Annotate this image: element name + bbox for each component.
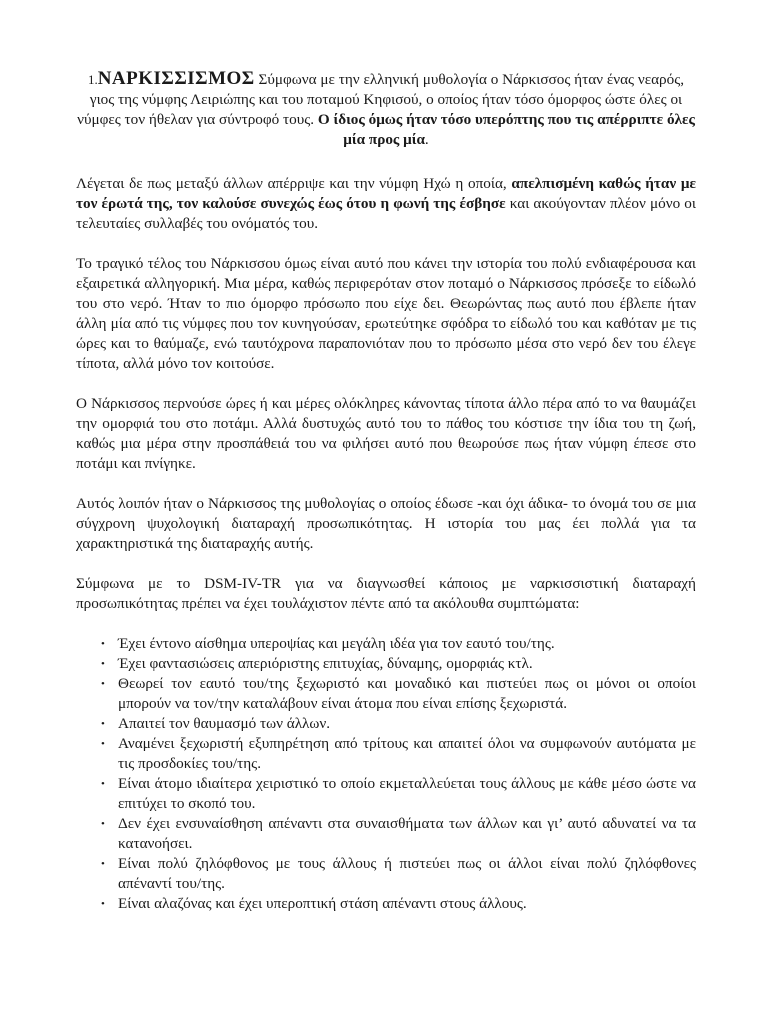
bullet-icon: •	[101, 658, 105, 670]
paragraph-tragic-end: Το τραγικό τέλος του Νάρκισσου όμως είναι αυτό που κάνει την ιστορία του πολύ ενδιαφέρουσα και εξαιρετικά αλληγορική. Μια μέρα, καθώς περιφερόταν στον ποταμό ο Νάρκισσος πρόσεξε το είδωλό του στο νερό. Ήταν το πιο όμορφο πρόσωπο που είχε δει. Θεωρώντας πως αυτό που έβλεπε ήταν άλλη μία από τις νύμφες που τον κυνηγούσαν, ερωτεύτηκε σφόδρα το είδωλό του και καθόταν με τις ώρες και το θαύμαζε, ενώ ταυτόχρονα παραπονιόταν που το πρόσωπο μέσα στο νερό δεν του έλεγε τίποτα, αλλά μόνο τον κοιτούσε.	[76, 255, 696, 372]
bullet-icon: •	[101, 898, 105, 910]
intro-bold-text: Ο ίδιος όμως ήταν τόσο υπερόπτης που τις απέρριπτε όλες μία προς μία	[317, 111, 695, 148]
criterion-text: Θεωρεί τον εαυτό του/της ξεχωριστό και μοναδικό και πιστεύει πως οι μόνοι οι οποίοι μπορούν να τον/την καταλάβουν είναι άτομα που είναι επίσης ξεχωριστά.	[118, 675, 696, 712]
bullet-icon: •	[101, 638, 105, 650]
bullet-icon: •	[101, 738, 105, 750]
list-item	[76, 654, 696, 674]
paragraph-drowning: Ο Νάρκισσος περνούσε ώρες ή και μέρες ολόκληρες κάνοντας τίποτα άλλο πέρα από το να θαυμάζει την ομορφιά του στο ποτάμι. Αλλά δυστυχώς αυτό του το πάθος του κόστισε την ίδια του τη ζωή, καθώς μια μέρα στην προσπάθειά του να φιλήσει αυτό που θεωρούσε πως ήταν νύμφη έπεσε στο ποτάμι και πνίγηκε.	[76, 395, 696, 472]
list-item	[76, 894, 696, 914]
intro-text: Σύμφωνα με την ελληνική μυθολογία ο Νάρκισσος ήταν ένας νεαρός, γιος της νύμφης Λειριώπης και του ποταμού Κηφισού, ο οποίος ήταν τόσο όμορφος ώστε όλες οι νύμφες τον ήθελαν για σύντροφό τους.	[77, 71, 685, 128]
paragraph-echo-text-1: Λέγεται δε πως μεταξύ άλλων απέρριψε και την νύμφη Ηχώ η οποία,	[76, 175, 512, 192]
section-title: ΝΑΡΚΙΣΣΙΣΜΟΣ	[97, 68, 255, 89]
bullet-icon: •	[101, 858, 105, 870]
criterion-text: Έχει έντονο αίσθημα υπεροψίας και μεγάλη ιδέα για τον εαυτό του/της.	[118, 635, 555, 652]
bullet-icon: •	[101, 778, 105, 790]
intro-heading-paragraph	[76, 69, 696, 150]
list-item	[76, 734, 696, 774]
paragraph-disorder-name: Αυτός λοιπόν ήταν ο Νάρκισσος της μυθολογίας ο οποίος έδωσε -και όχι άδικα- το όνομά του σε μια σύγχρονη ψυχολογική διαταραχή προσωπικότητας. Η ιστορία του μας έει πολλά για τα χαρακτηριστικά της διαταραχής αυτής.	[76, 495, 696, 552]
section-number: 1.	[87, 72, 98, 87]
criteria-list	[76, 634, 696, 914]
criterion-text: Είναι αλαζόνας και έχει υπεροπτική στάση απέναντι στους άλλους.	[118, 895, 527, 912]
criterion-text: Δεν έχει ενσυναίσθηση απέναντι στα συναισθήματα των άλλων και γι’ αυτό αδυνατεί να τα κατανοήσει.	[118, 815, 696, 852]
document-page	[76, 69, 696, 914]
criterion-text: Είναι άτομο ιδιαίτερα χειριστικό το οποίο εκμεταλλεύεται τους άλλους με κάθε μέσο ώστε να επιτύχει το σκοπό του.	[118, 775, 696, 812]
paragraph-echo-text-2: και ακούγονταν πλέον μόνο οι τελευταίες συλλαβές του ονόματός του.	[76, 195, 696, 232]
list-item	[76, 634, 696, 654]
criterion-text: Έχει φαντασιώσεις απεριόριστης επιτυχίας, δύναμης, ομορφιάς κτλ.	[118, 655, 533, 672]
paragraph-echo	[76, 174, 696, 234]
list-item	[76, 854, 696, 894]
criterion-text: Απαιτεί τον θαυμασμό των άλλων.	[118, 715, 331, 732]
list-item	[76, 714, 696, 734]
criterion-text: Είναι πολύ ζηλόφθονος με τους άλλους ή πιστεύει πως οι άλλοι είναι πολύ ζηλόφθονες απέναντί του/της.	[118, 855, 696, 892]
list-item	[76, 814, 696, 854]
intro-end: .	[424, 131, 429, 148]
paragraph-echo-bold: απελπισμένη καθώς ήταν με τον έρωτά της, τον καλούσε συνεχώς έως ότου η φωνή της έσβησε	[76, 175, 696, 212]
bullet-icon: •	[101, 678, 105, 690]
bullet-icon: •	[101, 718, 105, 730]
list-item	[76, 774, 696, 814]
bullet-icon: •	[101, 818, 105, 830]
list-item	[76, 674, 696, 714]
paragraph-dsm-intro: Σύμφωνα με το DSM-IV-TR για να διαγνωσθεί κάποιος με ναρκισσιστική διαταραχή προσωπικότητας πρέπει να έχει τουλάχιστον πέντε από τα ακόλουθα συμπτώματα:	[76, 575, 696, 612]
criterion-text: Αναμένει ξεχωριστή εξυπηρέτηση από τρίτους και απαιτεί όλοι να συμφωνούν αυτόματα με τις προσδοκίες του/της.	[118, 735, 696, 772]
